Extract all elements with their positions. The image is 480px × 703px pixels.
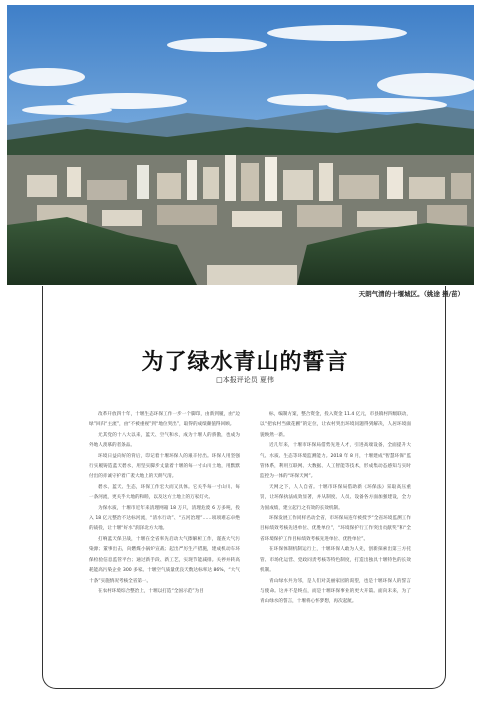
article-frame: [42, 286, 446, 689]
paragraph: 青山绿水共为邻，是人们对美丽家园的渴望，也是十堰环保人的誓言与使命。这并不是终点，而是十堰环保事业的更大开篇。面向未来，为了青山绿水的誓言，十堰将心怀梦想，再次起航。: [260, 578, 411, 605]
paragraph: 在农村环境综合整治上，十堰以打造“全国示范”为目: [98, 588, 204, 594]
paragraph: 改革开放四十年，十堰生态环保工作一步一个脚印，由新到履，由“边绿”回归“主流”，由“不被重视”到“地位突出”，取得的成绩颇值得回顾。: [89, 412, 240, 428]
paragraph: 标，编制方案，整合资金，投入资金 11.4 亿元，市县镇村四级联动，以“把农村当做花圃”的定位，让农村突出环境问题得到解决，人居环境面貌焕然一新。: [260, 412, 411, 438]
city-skyline-image: [7, 5, 474, 285]
paragraph: 为保水质，十堰市近年来清理网箱 18 万只，清理危废 6 万多吨，投入 18 亿元整治不达标河流，“清水行动”、“五河治理”……项项难忘卓绝的战役，让十堰“好水”润泽北方大地。: [89, 505, 240, 532]
paragraph: 环境日益向好的背后，印记着十堰环保人的艰辛付出。环保人用坚强行实履铸造蓝天碧水，用坚实脚步丈量着十堰的每一寸山川土地，用默默付出的赤诚守护着广袤大地上的天朗气清。: [89, 453, 240, 480]
photo-caption: 天朗气清的十堰城区。（姚途 摄/苗）: [358, 290, 464, 298]
paragraph: 在环保体制机制运行上，十堰环保人敢为人先，创新探索出第三方托管、市场化运营、党政同责考核等特色制度，打造出独具十堰特色的长效机制。: [260, 547, 411, 574]
city-photo: [7, 5, 474, 285]
article-byline: □本报评论员 夏伟: [216, 376, 274, 384]
right-column: [260, 410, 411, 608]
paragraph: 尤其党的十八大以来，蓝天、空气和水，成为十堰人的骄傲，也成为外地人羡慕的者条品。: [89, 432, 240, 449]
paragraph: 环保发展工作同样名动全省，市环保局连年被授予“全省环境监测工作目标绩效考核先进单位、优胜单位”，“环境保护行工作突出贡献奖”和“全省环境保护工作目标绩效考核先进单位、优胜单位”。: [260, 516, 411, 542]
paragraph: 近几年来，十堰市环保局借势先进人才，引进高端设备，全面提升大气、水质、生态等环境监测能力。2018 年 8 月，十堰建成“智慧环保”监管体系，利用互联网、大数据、人工智能等技术，形成集动态感知与实时监控为一体的“环保天网”。: [260, 443, 411, 480]
paragraph: 碧水、蓝天、生态，环保工作宏大而又具体。它关乎每一寸山川、每一条河流，更关乎大地的和睦，以及这方土地上的万家灯火。: [89, 484, 240, 501]
paragraph: 打响蓝天保卫战，十堰在全省率先启动大气擦解析工作，谨查大气污染源；董事出击，向燃煤小锅炉宣战；起出严厉生产措施，建成机动车环保检验信息监管平台；通过新手段、新工艺，实现节能减排。关停并转高耗能高污染企业 300 多家。十堰空气质量优良天数达标率达 86%，“大气十条”实施情况考核全省第一。: [89, 536, 240, 584]
article-title: 为了绿水青山的誓言: [141, 349, 349, 375]
paragraph: 天网之下，人人自省。十堰市环保局借助新《环保法》采取高压重罚，让环保执法成效显著，并从制度、人员、设备各方面加强建设，全力为固成绩，建立起行之有效的长效机制。: [260, 484, 411, 511]
left-column: [89, 410, 240, 597]
